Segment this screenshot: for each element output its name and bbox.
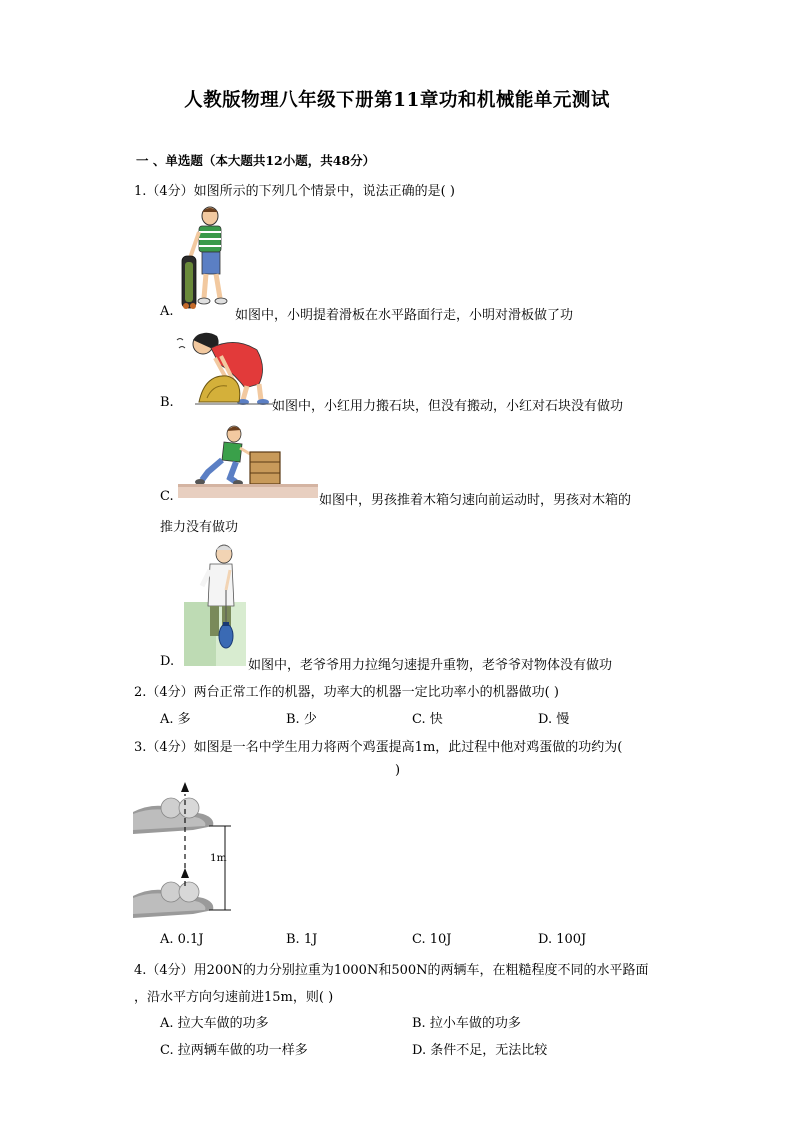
q1-option-a-text: 如图中，小明提着滑板在水平路面行走，小明对滑板做了功	[235, 308, 574, 323]
q1-figure-a-boy-skateboard	[180, 202, 232, 312]
q1-figure-d-old-man-pulling-rope	[180, 542, 246, 666]
q3-figure-hand-eggs	[133, 778, 238, 923]
q1-option-d-letter: D.	[160, 654, 175, 669]
section-heading: 一 、单选题（本大题共12小题，共48分）	[136, 153, 376, 168]
q3-stem-line2: )	[395, 763, 401, 778]
q1-option-b-letter: B.	[160, 395, 174, 410]
q1-option-c-text-line1: 如图中，男孩推着木箱匀速向前运动时，男孩对木箱的	[319, 493, 632, 508]
q1-stem: 1.（4分）如图所示的下列几个情景中，说法正确的是( )	[134, 184, 455, 199]
q4-stem-line2: ，沿水平方向匀速前进15m，则( )	[134, 990, 334, 1005]
q1-option-c-letter: C.	[160, 489, 174, 504]
q4-option-c: C. 拉两辆车做的功一样多	[160, 1043, 308, 1058]
q2-option-b: B. 少	[286, 712, 317, 727]
q3-stem-line1: 3.（4分）如图是一名中学生用力将两个鸡蛋提高1m，此过程中他对鸡蛋做的功约为(	[134, 740, 623, 755]
q1-figure-b-girl-lifting-stone	[175, 328, 273, 406]
q1-option-c-text-line2: 推力没有做功	[160, 520, 239, 535]
q3-figure-label: 1m	[210, 852, 227, 864]
q4-option-a: A. 拉大车做的功多	[160, 1016, 269, 1031]
q4-option-b: B. 拉小车做的功多	[412, 1016, 521, 1031]
q2-option-c: C. 快	[412, 712, 443, 727]
q1-option-d-text: 如图中，老爷爷用力拉绳匀速提升重物，老爷爷对物体没有做功	[248, 658, 613, 673]
q4-stem-line1: 4.（4分）用200N的力分别拉重为1000N和500N的两辆车，在粗糙程度不同的水平路面	[134, 963, 649, 978]
q3-option-c: C. 10J	[412, 932, 452, 947]
q2-option-a: A. 多	[160, 712, 191, 727]
q3-option-d: D. 100J	[538, 932, 587, 947]
q3-option-b: B. 1J	[286, 932, 318, 947]
q4-option-d: D. 条件不足，无法比较	[412, 1043, 548, 1058]
q1-figure-c-boy-pushing-box	[178, 422, 318, 500]
q2-stem: 2.（4分）两台正常工作的机器，功率大的机器一定比功率小的机器做功( )	[134, 685, 559, 700]
q1-option-b-text: 如图中，小红用力搬石块，但没有搬动，小红对石块没有做功	[272, 399, 624, 414]
q3-option-a: A. 0.1J	[160, 932, 204, 947]
q1-option-a-letter: A.	[160, 304, 174, 319]
q2-option-d: D. 慢	[538, 712, 570, 727]
page-title: 人教版物理八年级下册第11章功和机械能单元测试	[184, 90, 610, 111]
